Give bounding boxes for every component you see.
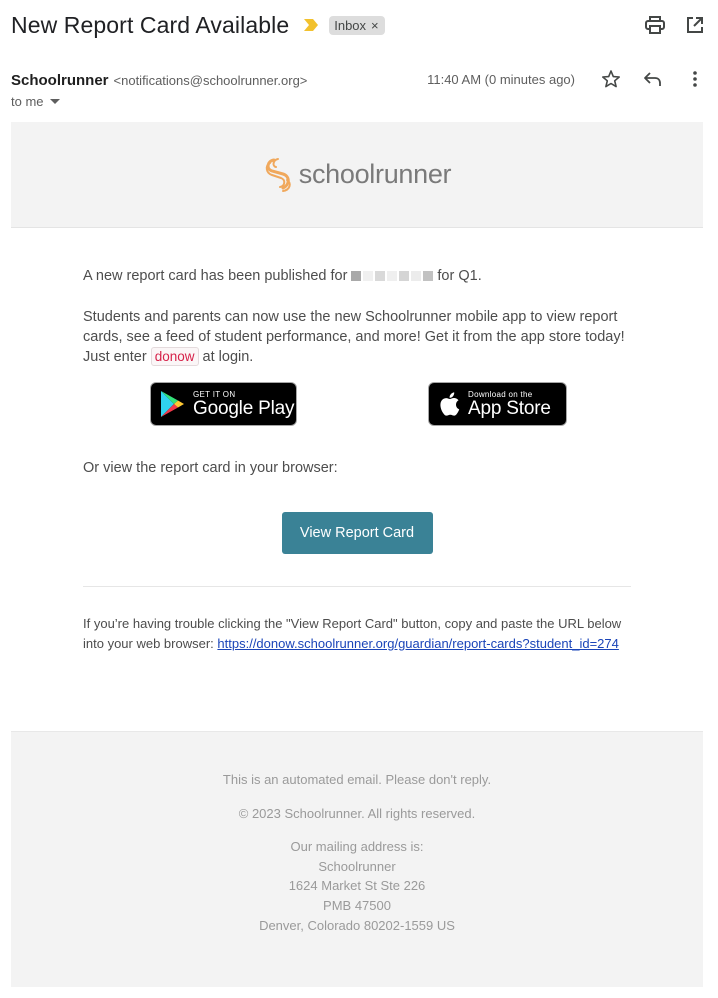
google-play-big-text: Google Play <box>193 397 295 419</box>
sender-name[interactable]: Schoolrunner <box>11 71 109 89</box>
app-store-badge[interactable] <box>428 382 567 426</box>
mailing-title: Our mailing address is: <box>290 839 424 855</box>
published-text: A new report card has been published for <box>83 268 348 284</box>
email-content <box>11 228 703 653</box>
report-card-url-link[interactable]: https://donow.schoolrunner.org/guardian/report-cards?student_id=274 <box>217 635 619 651</box>
login-text: at login. <box>202 349 254 365</box>
thread-toolbar <box>644 14 706 36</box>
subject-row <box>11 8 706 42</box>
app-store-badges <box>83 382 631 426</box>
more-vertical-icon[interactable] <box>684 68 706 90</box>
open-in-new-window-icon[interactable] <box>684 14 706 36</box>
divider <box>83 586 631 587</box>
address-city: Denver, Colorado 80202-1559 US <box>259 917 455 933</box>
remove-label-icon[interactable]: × <box>371 17 379 33</box>
schoolrunner-logo <box>263 157 452 193</box>
app-paragraph <box>83 307 631 367</box>
redacted-student-name <box>351 271 433 281</box>
mailing-address <box>11 837 703 935</box>
app-store-small-text: Download on the <box>468 389 533 399</box>
print-icon[interactable] <box>644 14 666 36</box>
app-store-big-text: App Store <box>468 397 551 419</box>
message-actions <box>600 68 706 90</box>
inbox-label-chip[interactable] <box>329 16 384 35</box>
school-code: donow <box>151 347 199 366</box>
google-play-icon <box>160 390 185 418</box>
trouble-paragraph <box>83 614 631 653</box>
app-text: Students and parents can now use the new Schoolrunner mobile app to view report cards, see a feed of student performance, and more! Get it from the app store today! Just enter <box>83 309 625 365</box>
apple-icon <box>438 391 460 417</box>
recipient-text: to me <box>11 94 44 109</box>
schoolrunner-logo-icon <box>263 157 297 193</box>
copyright-text: © 2023 Schoolrunner. All rights reserved. <box>238 805 476 821</box>
quarter-text: for Q1. <box>437 268 482 284</box>
brand-header <box>11 122 703 228</box>
trouble-text: If you’re having trouble clicking the "View Report Card" button, copy and paste the URL below into your web browser: <box>83 616 622 651</box>
importance-marker-icon[interactable] <box>304 19 318 31</box>
address-name: Schoolrunner <box>318 858 396 874</box>
email-body <box>11 122 703 933</box>
email-footer <box>11 731 703 987</box>
address-street: 1624 Market St Ste 226 <box>288 878 426 894</box>
star-icon[interactable] <box>600 68 622 90</box>
view-report-card-button[interactable]: View Report Card <box>282 512 433 554</box>
brand-wordmark: schoolrunner <box>298 159 452 189</box>
email-subject: New Report Card Available <box>11 11 290 38</box>
google-play-badge[interactable] <box>150 382 297 426</box>
button-wrapper <box>83 512 631 554</box>
inbox-label-text: Inbox <box>334 17 367 33</box>
reply-icon[interactable] <box>642 68 664 90</box>
sender-row <box>11 70 706 90</box>
message-time: 11:40 AM (0 minutes ago) <box>427 72 575 87</box>
browser-paragraph: Or view the report card in your browser: <box>83 460 338 476</box>
address-pmb: PMB 47500 <box>323 897 391 913</box>
published-paragraph <box>83 266 631 286</box>
automated-notice: This is an automated email. Please don't reply. <box>222 772 492 787</box>
chevron-down-icon <box>50 99 60 104</box>
google-play-small-text: GET IT ON <box>193 389 236 399</box>
sender-email: <notifications@schoolrunner.org> <box>113 72 308 88</box>
recipient-dropdown[interactable] <box>11 94 60 109</box>
